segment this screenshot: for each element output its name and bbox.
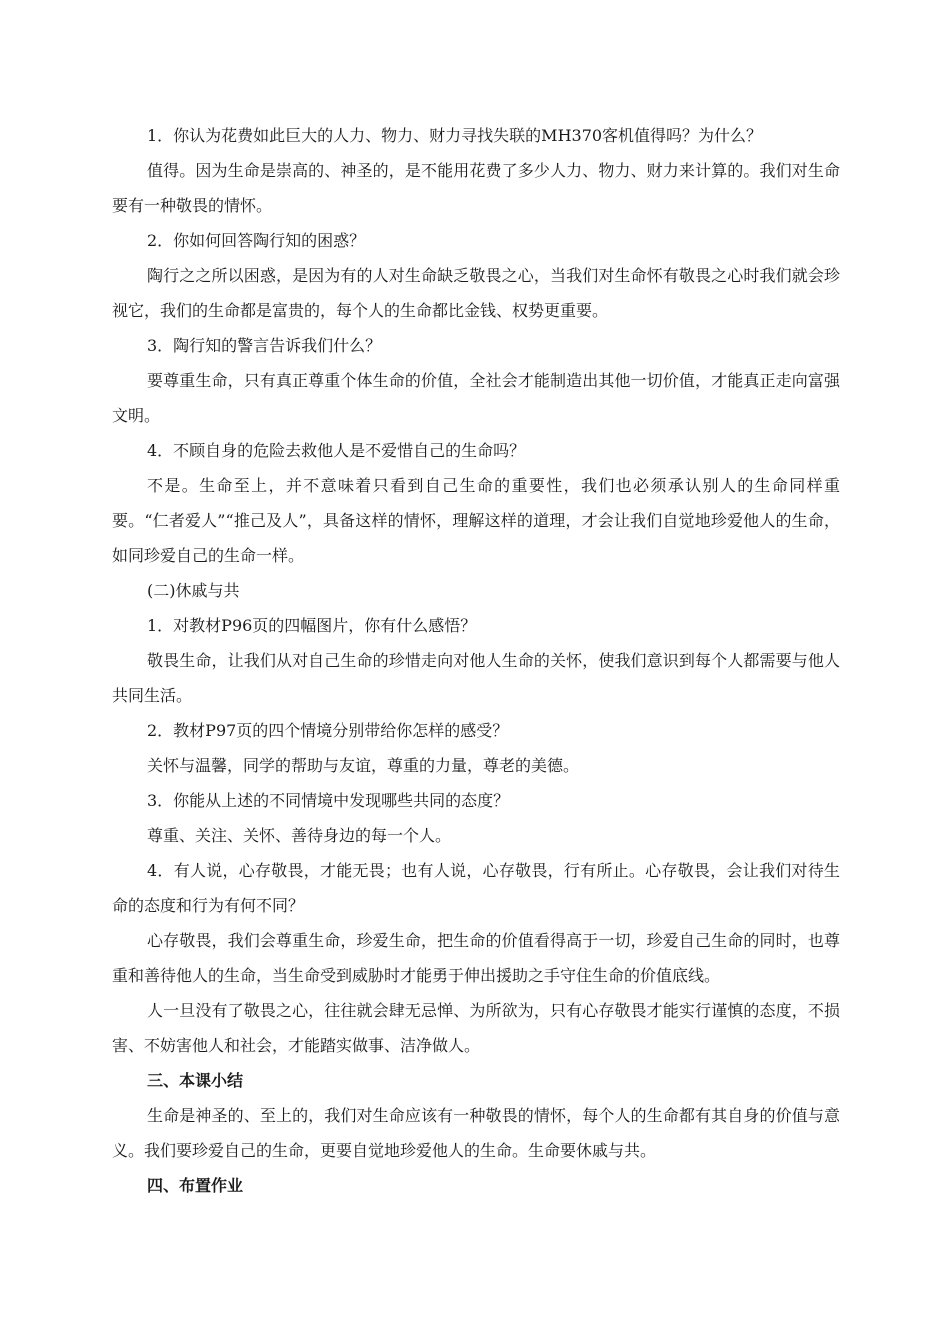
section-heading-share-weal: (二)休戚与共 (147, 581, 240, 600)
document-body (112, 118, 840, 1203)
question-4-saving-others: 4．不顾自身的危险去救他人是不爱惜自己的生命吗？ (147, 441, 526, 460)
answer-p97-scenarios: 关怀与温馨，同学的帮助与友谊，尊重的力量，尊老的美德。 (147, 756, 580, 775)
question-1-mh370: 1．你认为花费如此巨大的人力、物力、财力寻找失联的MH370客机值得吗？为什么？ (147, 126, 763, 145)
answer-reverence-2: 人一旦没有了敬畏之心，往往就会肆无忌惮、为所欲为，只有心存敬畏才能实行谨慎的态度，不损害、不妨害他人和社会，才能踏实做事、洁净做人。 (112, 1001, 840, 1055)
question-p96-pictures: 1．对教材P96页的四幅图片，你有什么感悟？ (147, 616, 477, 635)
answer-3-tao-motto: 要尊重生命，只有真正尊重个体生命的价值，全社会才能制造出其他一切价值，才能真正走向富强文明。 (112, 371, 840, 425)
answer-common-attitude: 尊重、关注、关怀、善待身边的每一个人。 (147, 826, 452, 845)
question-common-attitude: 3．你能从上述的不同情境中发现哪些共同的态度？ (147, 791, 510, 810)
answer-4-saving-others: 不是。生命至上，并不意味着只看到自己生命的重要性，我们也必须承认别人的生命同样重要。“仁者爱人”“推己及人”，具备这样的情怀，理解这样的道理，才会让我们自觉地珍爱他人的生命，如同珍爱自己的生命一样。 (112, 476, 840, 565)
question-3-tao-motto: 3．陶行知的警言告诉我们什么？ (147, 336, 382, 355)
question-2-tao-confusion: 2．你如何回答陶行知的困惑？ (147, 231, 366, 250)
lesson-summary-text: 生命是神圣的、至上的，我们对生命应该有一种敬畏的情怀，每个人的生命都有其自身的价值与意义。我们要珍爱自己的生命，更要自觉地珍爱他人的生命。生命要休戚与共。 (112, 1106, 840, 1160)
question-reverence: 4．有人说，心存敬畏，才能无畏；也有人说，心存敬畏，行有所止。心存敬畏，会让我们对待生命的态度和行为有何不同？ (112, 861, 840, 915)
answer-1-mh370: 值得。因为生命是崇高的、神圣的，是不能用花费了多少人力、物力、财力来计算的。我们对生命要有一种敬畏的情怀。 (112, 161, 840, 215)
answer-2-tao-confusion: 陶行之之所以困惑，是因为有的人对生命缺乏敬畏之心，当我们对生命怀有敬畏之心时我们就会珍视它，我们的生命都是富贵的，每个人的生命都比金钱、权势更重要。 (112, 266, 840, 320)
heading-lesson-summary: 三、本课小结 (147, 1071, 244, 1090)
answer-reverence-1: 心存敬畏，我们会尊重生命，珍爱生命，把生命的价值看得高于一切，珍爱自己生命的同时，也尊重和善待他人的生命，当生命受到威胁时才能勇于伸出援助之手守住生命的价值底线。 (112, 931, 840, 985)
answer-p96-pictures: 敬畏生命，让我们从对自己生命的珍惜走向对他人生命的关怀，使我们意识到每个人都需要与他人共同生活。 (112, 651, 840, 705)
question-p97-scenarios: 2．教材P97页的四个情境分别带给你怎样的感受？ (147, 721, 509, 740)
heading-homework: 四、布置作业 (147, 1176, 244, 1195)
